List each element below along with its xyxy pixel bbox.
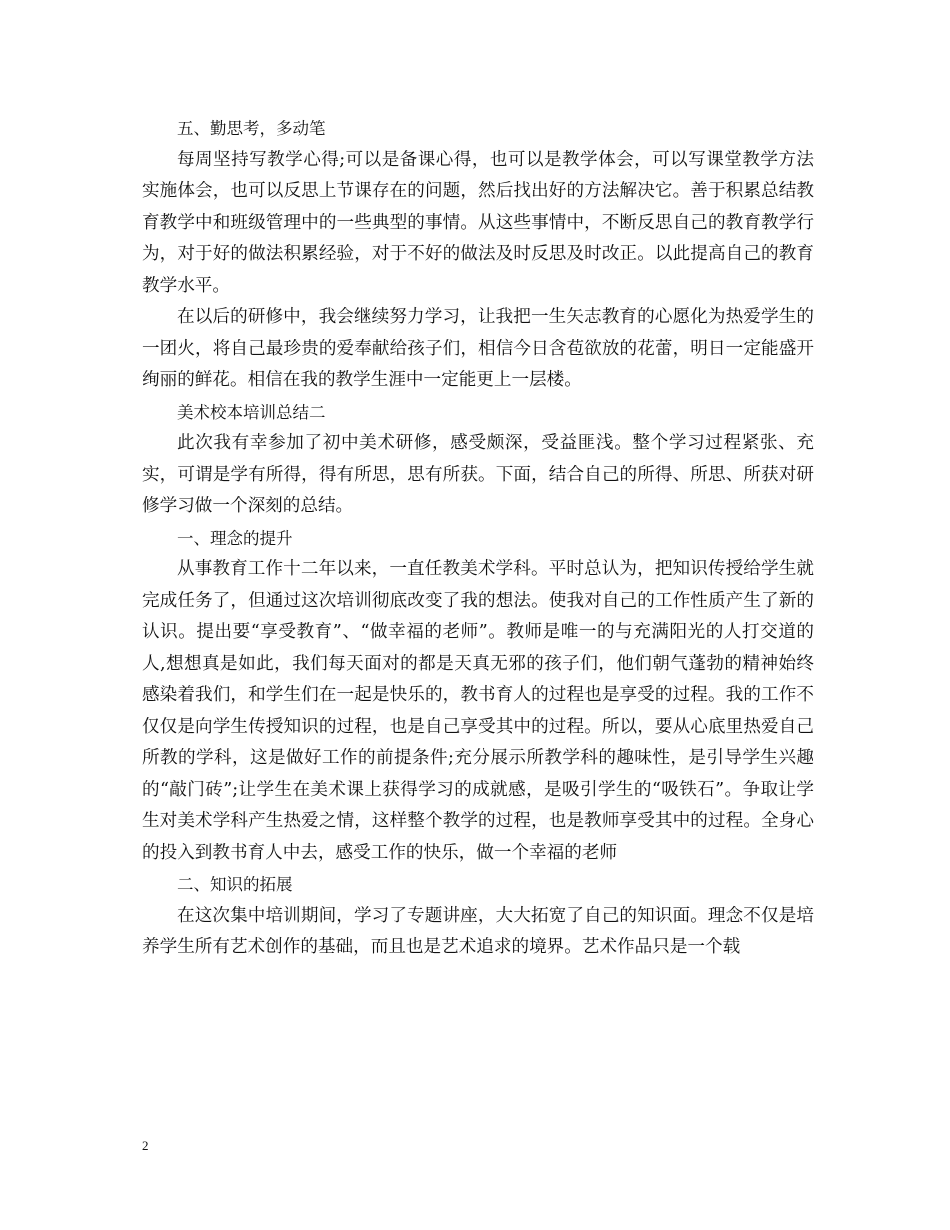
page-number: 2 (142, 1138, 149, 1153)
paragraph: 在以后的研修中，我会继续努力学习，让我把一生矢志教育的心愿化为热爱学生的一团火，将自己最珍贵的爱奉献给孩子们，相信今日含苞欲放的花蕾，明日一定能盛开绚丽的鲜花。相信在我的教学生涯中一定能更上一层楼。 (142, 307, 814, 390)
paragraph: 每周坚持写教学心得;可以是备课心得，也可以是教学体会，可以写课堂教学方法实施体会，也可以反思上节课存在的问题，然后找出好的方法解决它。善于积累总结教育教学中和班级管理中的一些典型的事情。从这些事情中，不断反思自己的教育教学行为，对于好的做法积累经验，对于不好的做法及时反思及时改正。以此提高自己的教育教学水平。 (142, 149, 814, 296)
paragraph: 从事教育工作十二年以来，一直任教美术学科。平时总认为，把知识传授给学生就完成任务了，但通过这次培训彻底改变了我的想法。使我对自己的工作性质产生了新的认识。提出要“享受教育”、“做幸福的老师”。教师是唯一的与充满阳光的人打交道的人,想想真是如此，我们每天面对的都是天真无邪的孩子们，他们朝气蓬勃的精神始终感染着我们，和学生们在一起是快乐的，教书育人的过程也是享受的过程。我的工作不仅仅是向学生传授知识的过程，也是自己享受其中的过程。所以，要从心底里热爱自己所教的学科，这是做好工作的前提条件;充分展示所教学科的趣味性，是引导学生兴趣的“敲门砖”;让学生在美术课上获得学习的成就感，是吸引学生的“吸铁石”。争取让学生对美术学科产生热爱之情，这样整个教学的过程，也是教师享受其中的过程。全身心的投入到教书育人中去，感受工作的快乐，做一个幸福的老师 (142, 559, 814, 863)
section-heading: 美术校本培训总结二 (177, 402, 326, 422)
section-heading: 一、理念的提升 (177, 528, 293, 548)
paragraph: 在这次集中培训期间，学习了专题讲座，大大拓宽了自己的知识面。理念不仅是培养学生所有艺术创作的基础，而且也是艺术追求的境界。艺术作品只是一个载 (142, 905, 814, 957)
section-heading: 五、勤思考，多动笔 (177, 119, 326, 138)
document-body (142, 113, 814, 964)
paragraph: 此次我有幸参加了初中美术研修，感受颇深，受益匪浅。整个学习过程紧张、充实，可谓是学有所得，得有所思，思有所获。下面，结合自己的所得、所思、所获对研修学习做一个深刻的总结。 (142, 433, 814, 516)
section-heading: 二、知识的拓展 (177, 875, 293, 894)
